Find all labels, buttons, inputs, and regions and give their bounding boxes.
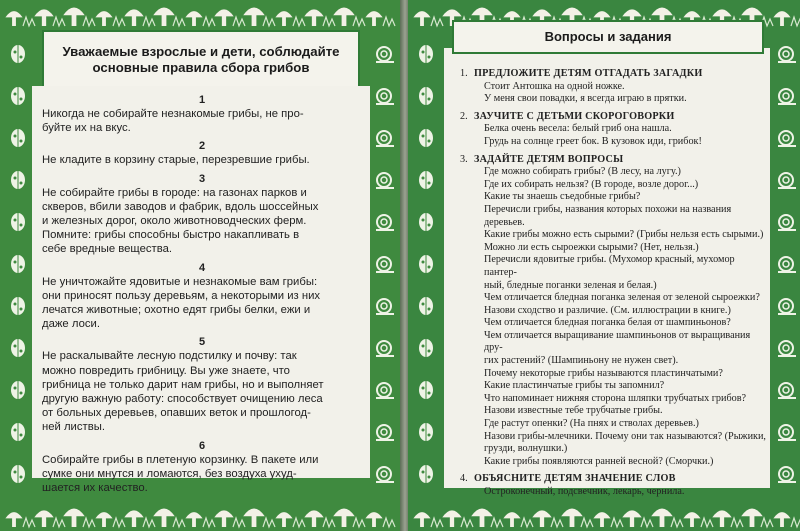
section-line: У меня свои повадки, я всегда играю в прятки. <box>484 93 687 105</box>
section-line: Можно ли есть сыроежки сырыми? (Нет, нельзя.) <box>484 241 699 253</box>
mushroom-icon <box>773 512 790 527</box>
section-line: Какие грибы появляются ранней весной? (Сморчки.) <box>484 455 714 467</box>
snail-border-right <box>370 34 398 497</box>
mushroom-icon <box>712 510 731 527</box>
rule-text-line: сумке они мнутся и ломаются, без воздуха ухуд- <box>42 467 297 480</box>
question-section <box>460 68 766 106</box>
section-line: Чем отличается бледная поганка зеленая от зеленой сыроежки? <box>484 292 760 304</box>
section-line: Остроконечный, подсвечник, лекарь, чернила. <box>484 486 685 497</box>
ladybug-icon <box>419 381 433 399</box>
section-heading: ЗАДАЙТЕ ДЕТЯМ ВОПРОСЫ <box>474 153 624 165</box>
section-line: ный, бледные поганки зеленая и белая.) <box>484 279 657 291</box>
ladybug-border-left-right <box>412 34 440 497</box>
section-line: Какие пластинчатые грибы ты запомнил? <box>484 380 665 392</box>
rule-text-line: другую важную работу: способствует очищению леса <box>42 393 323 406</box>
snail-icon <box>778 131 796 146</box>
grass-icon <box>113 17 125 26</box>
ladybug-border-left <box>4 34 32 497</box>
snail-icon <box>778 383 796 398</box>
question-section <box>460 111 766 149</box>
snail-icon <box>376 341 394 356</box>
grass-icon <box>293 17 305 26</box>
rule-text-line: от больных деревьев, опавших веток и прошлогод- <box>42 407 311 420</box>
snail-icon <box>376 383 394 398</box>
rule-text-line: ней листвы. <box>42 421 105 434</box>
mushroom-icon <box>442 510 461 527</box>
grass-icon <box>641 518 653 527</box>
rule-text-line: Не собирайте грибы в городе: на газонах парков и <box>42 186 307 199</box>
grass-icon <box>461 518 473 527</box>
snail-icon <box>376 173 394 188</box>
mushroom-icon <box>683 512 700 527</box>
mushroom-icon <box>63 7 85 26</box>
section-line: Стоит Антошка на одной ножке. <box>484 80 625 92</box>
grass-icon <box>143 518 155 527</box>
snail-icon <box>376 215 394 230</box>
rule-number: 5 <box>198 336 206 349</box>
question-section <box>460 473 766 498</box>
mushroom-icon <box>63 508 85 527</box>
snail-icon <box>778 47 796 62</box>
ladybug-icon <box>11 171 25 189</box>
section-line: гих растений? (Шампиньону не нужен свет). <box>484 355 679 367</box>
rule-text-line: грибница не только дарит нам грибы, но и выполняет <box>42 378 324 391</box>
right-page <box>408 0 800 531</box>
mushroom-icon <box>34 510 53 527</box>
section-line: Какие ты знаешь съедобные грибы? <box>484 191 641 203</box>
mushroom-border-bottom <box>0 497 402 531</box>
section-line: Перечисли грибы, названия которых похожи на названия деревьев. <box>484 203 732 228</box>
grass-icon <box>521 518 533 527</box>
grass-icon <box>323 518 335 527</box>
rule-text-line: Никогда не собирайте незнакомые грибы, не про- <box>42 108 304 120</box>
ladybug-icon <box>419 255 433 273</box>
rule-number: 1 <box>198 94 206 106</box>
ladybug-icon <box>11 45 25 63</box>
mushroom-icon <box>185 11 202 26</box>
snail-icon <box>376 467 394 482</box>
section-line: Грудь на солнце греет бок. В кузовок иди, грибок! <box>484 135 702 147</box>
mushroom-icon <box>503 512 520 527</box>
rule-text-line: себе вредные вещества. <box>42 243 172 256</box>
snail-icon <box>376 425 394 440</box>
mushroom-icon <box>153 508 175 527</box>
mushroom-icon <box>153 7 175 26</box>
rule-text-line: шается их качество. <box>42 482 148 495</box>
mushroom-icon <box>214 510 233 527</box>
grass-icon <box>611 518 623 527</box>
mushroom-icon <box>413 512 430 527</box>
snail-icon <box>376 131 394 146</box>
mushroom-icon <box>532 510 551 527</box>
section-line: грузди, волнушки.) <box>484 443 568 455</box>
grass-icon <box>113 518 125 527</box>
ladybug-icon <box>11 465 25 483</box>
mushroom-icon <box>773 11 790 26</box>
mushroom-icon <box>185 512 202 527</box>
snail-border-right-right <box>772 34 800 497</box>
mushroom-icon <box>124 9 143 26</box>
mushroom-icon <box>622 510 641 527</box>
grass-icon <box>353 17 365 26</box>
grass-icon <box>791 518 800 527</box>
rule-text-line: Не уничтожайте ядовитые и незнакомые вам грибы: <box>42 275 318 288</box>
mushroom-icon <box>275 11 292 26</box>
rule-text-line: можно повредить грибницу. Вы уже знаете, что <box>42 364 290 377</box>
rule-text-line: Не раскалывайте лесную подстилку и почву: так <box>42 350 297 363</box>
ladybug-icon <box>419 465 433 483</box>
grass-icon <box>491 518 503 527</box>
grass-icon <box>173 17 185 26</box>
snail-icon <box>778 425 796 440</box>
grass-icon <box>431 518 443 527</box>
question-section <box>460 154 766 469</box>
snail-icon <box>376 89 394 104</box>
grass-icon <box>173 518 185 527</box>
grass-icon <box>701 518 713 527</box>
grass-icon <box>83 17 95 26</box>
snail-icon <box>778 341 796 356</box>
ladybug-icon <box>11 87 25 105</box>
ladybug-icon <box>11 255 25 273</box>
grass-icon <box>293 518 305 527</box>
rules-title-line1: Уважаемые взрослые и дети, соблюдайте <box>62 44 340 59</box>
ladybug-icon <box>419 423 433 441</box>
ladybug-icon <box>11 339 25 357</box>
rule-text-line: Не кладите в корзину старые, перезревшие грибы. <box>42 154 310 167</box>
rule-text-line: скверов, вбили заводов и фабрик, вдоль шоссейных <box>42 200 319 213</box>
mushroom-icon <box>304 510 323 527</box>
snail-icon <box>376 299 394 314</box>
rule-text-line: и железных дорог, около животноводческих ферм. <box>42 215 307 228</box>
mushroom-icon <box>275 512 292 527</box>
section-line: Перечисли ядовитые грибы. (Мухомор красный, мухомор пантер- <box>484 254 735 278</box>
mushroom-icon <box>365 512 382 527</box>
questions-list <box>460 68 766 504</box>
mushroom-icon <box>5 11 22 26</box>
mushroom-icon <box>95 512 112 527</box>
section-number: 4. <box>460 473 468 485</box>
ladybug-icon <box>419 171 433 189</box>
questions-title-box <box>452 20 764 54</box>
mushroom-icon <box>333 508 355 527</box>
section-line: Чем отличается бледная поганка белая от шампиньонов? <box>484 317 731 329</box>
rules-panel <box>32 86 370 495</box>
section-heading: ЗАУЧИТЕ С ДЕТЬМИ СКОРОГОВОРКИ <box>474 110 675 122</box>
questions-title: Вопросы и задания <box>544 29 672 44</box>
mushroom-icon <box>34 9 53 26</box>
grass-icon <box>143 17 155 26</box>
ladybug-icon <box>419 87 433 105</box>
grass-icon <box>353 518 365 527</box>
grass-icon <box>53 518 65 527</box>
rule-text-line: Помните: грибы способны быстро накапливать в <box>42 229 300 242</box>
snail-icon <box>778 257 796 272</box>
section-line: Какие грибы можно есть сырыми? (Грибы нельзя есть сырыми.) <box>484 229 764 241</box>
section-line: Белка очень весела: белый гриб она нашла. <box>484 123 672 135</box>
grass-icon <box>383 17 395 26</box>
mushroom-icon <box>95 11 112 26</box>
section-line: Назови сходство и различие. (См. иллюстрации в книге.) <box>484 304 731 316</box>
section-line: Где можно собирать грибы? (В лесу, на лугу.) <box>484 166 681 178</box>
grass-icon <box>83 518 95 527</box>
section-number: 2. <box>460 110 468 122</box>
grass-icon <box>23 17 35 26</box>
mushroom-icon <box>5 512 22 527</box>
rule-number: 2 <box>198 140 206 153</box>
rules-title-box <box>42 30 360 88</box>
mushroom-icon <box>124 510 143 527</box>
ladybug-icon <box>11 381 25 399</box>
rule-text-line: даже лоси. <box>42 318 100 331</box>
grass-icon <box>551 518 563 527</box>
grass-icon <box>323 17 335 26</box>
section-number: 3. <box>460 153 468 165</box>
grass-icon <box>383 518 395 527</box>
section-heading: ОБЪЯСНИТЕ ДЕТЯМ ЗНАЧЕНИЕ СЛОВ <box>474 473 676 485</box>
section-line: Чем отличается выращивание шампиньонов от выращивания дру- <box>484 329 751 354</box>
snail-icon <box>778 89 796 104</box>
snail-icon <box>778 467 796 482</box>
mushroom-icon <box>333 7 355 26</box>
grass-icon <box>731 518 743 527</box>
mushroom-icon <box>365 11 382 26</box>
section-heading: ПРЕДЛОЖИТЕ ДЕТЯМ ОТГАДАТЬ ЗАГАДКИ <box>474 68 703 79</box>
section-line: Почему некоторые грибы называются пластинчатыми? <box>484 367 723 379</box>
grass-icon <box>23 518 35 527</box>
rules-list <box>42 94 362 500</box>
section-line: Где их собирать нельзя? (В городе, возле дорог...) <box>484 178 699 190</box>
grass-icon <box>263 518 275 527</box>
rule-text-line: лечатся животные; охотно едят грибы белки, ежи и <box>42 304 311 317</box>
section-line: Что напоминает нижняя сторона шляпки трубчатых грибов? <box>484 392 747 404</box>
mushroom-border-top <box>0 0 402 34</box>
mushroom-icon <box>651 508 673 527</box>
ladybug-icon <box>419 45 433 63</box>
ladybug-icon <box>11 129 25 147</box>
mushroom-icon <box>243 508 265 527</box>
grass-icon <box>53 17 65 26</box>
mushroom-icon <box>741 508 763 527</box>
ladybug-icon <box>419 339 433 357</box>
rule-number: 6 <box>198 439 206 452</box>
mushroom-icon <box>304 9 323 26</box>
snail-icon <box>778 299 796 314</box>
section-number: 1. <box>460 68 468 79</box>
rule-text-line: буйте их на вкус. <box>42 122 131 135</box>
section-line: Где растут опенки? (На пнях и стволах деревьев.) <box>484 418 699 430</box>
rule-text-line: они приносят пользу деревьям, а некоторыми из них <box>42 289 321 302</box>
grass-icon <box>233 518 245 527</box>
rules-title-line2: основные правила сбора грибов <box>92 60 310 75</box>
mushroom-icon <box>471 508 493 527</box>
mushroom-icon <box>593 512 610 527</box>
ladybug-icon <box>419 129 433 147</box>
grass-icon <box>431 17 443 26</box>
mushroom-icon <box>413 11 430 26</box>
rule-number: 3 <box>198 172 206 185</box>
ladybug-icon <box>11 213 25 231</box>
grass-icon <box>203 17 215 26</box>
grass-icon <box>671 518 683 527</box>
mushroom-icon <box>214 9 233 26</box>
ladybug-icon <box>419 297 433 315</box>
mushroom-icon <box>561 508 583 527</box>
ladybug-icon <box>419 213 433 231</box>
grass-icon <box>233 17 245 26</box>
snail-icon <box>376 257 394 272</box>
grass-icon <box>263 17 275 26</box>
rule-number: 4 <box>198 261 206 274</box>
grass-icon <box>581 518 593 527</box>
ladybug-icon <box>11 297 25 315</box>
ladybug-icon <box>11 423 25 441</box>
section-line: Назови грибы-млечники. Почему они так называются? (Рыжики, <box>484 430 766 442</box>
section-line: Назови известные тебе трубчатые грибы. <box>484 405 663 417</box>
grass-icon <box>791 17 800 26</box>
snail-icon <box>778 173 796 188</box>
rule-text-line: Собирайте грибы в плетеную корзинку. В пакете или <box>42 453 319 466</box>
snail-icon <box>778 215 796 230</box>
mushroom-icon <box>243 7 265 26</box>
snail-icon <box>376 47 394 62</box>
grass-icon <box>761 518 773 527</box>
grass-icon <box>203 518 215 527</box>
